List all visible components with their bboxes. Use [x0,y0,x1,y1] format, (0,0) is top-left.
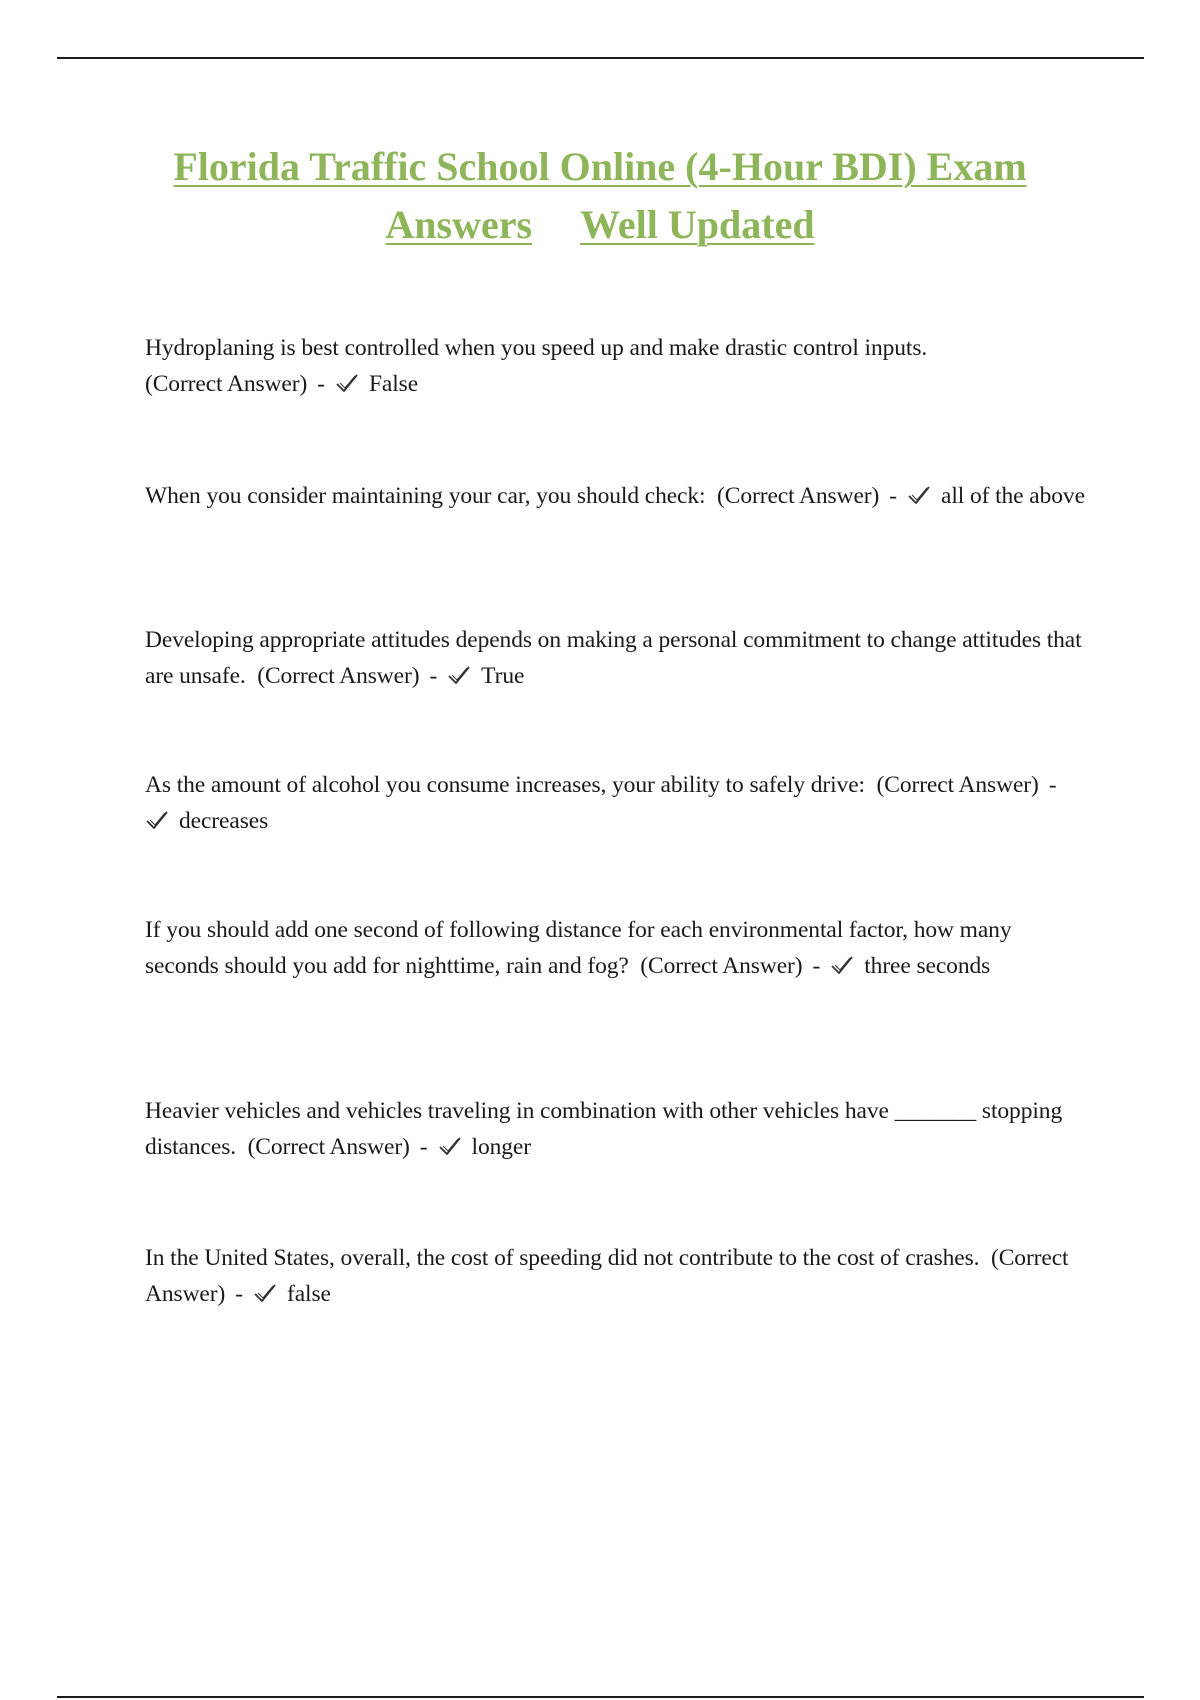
qa-item-3 [145,622,1085,694]
qa-item-1 [145,330,1085,402]
correct-answer-label: (Correct Answer) [145,371,308,397]
correct-answer-label: (Correct Answer) [145,1245,1069,1307]
correct-answer-label: (Correct Answer) [257,663,420,689]
answer-dash: - [812,953,821,979]
answer-dash: - [889,483,897,509]
question-text: When you consider maintaining your car, you should check: [145,483,706,509]
answer-dash: - [235,1281,243,1307]
check-mark-icon [145,809,169,831]
answer-dash: - [1048,772,1057,798]
question-text: Hydroplaning is best controlled when you speed up and make drastic control inputs. [145,335,928,361]
answer-text: False [368,371,419,397]
answer-text: decreases [179,808,269,834]
question-text: Heavier vehicles and vehicles traveling in combination with other vehicles have _______ stopping distances. [145,1098,1063,1160]
check-mark-icon [447,664,471,686]
bottom-rule [57,1696,1144,1698]
correct-answer-label: (Correct Answer) [876,772,1039,798]
check-mark-icon [907,484,931,506]
qa-item-4 [145,767,1085,839]
correct-answer-label: (Correct Answer) [247,1134,410,1160]
question-text: In the United States, overall, the cost of speeding did not contribute to the cost of crashes. [145,1245,980,1271]
correct-answer-label: (Correct Answer) [717,483,880,509]
qa-item-7 [145,1240,1085,1312]
title-line-2-part-2: Well Updated [580,202,815,247]
answer-text: True [481,663,525,689]
check-mark-icon [438,1135,462,1157]
answer-dash: - [317,371,325,397]
answer-text: all of the above [940,483,1085,509]
top-rule [57,57,1144,59]
question-text: As the amount of alcohol you consume increases, your ability to safely drive: [145,772,865,798]
answer-text: false [286,1281,331,1307]
answer-text: longer [471,1134,531,1160]
qa-item-6 [145,1093,1085,1165]
answer-text: three seconds [864,953,991,979]
correct-answer-label: (Correct Answer) [640,953,803,979]
document-title [100,138,1100,254]
question-text: If you should add one second of following distance for each environmental factor, how many seconds should you add for nighttime, rain and fog? [145,917,1012,979]
qa-item-5 [145,912,1085,984]
check-mark-icon [335,372,359,394]
title-line-1: Florida Traffic School Online (4-Hour BDI) Exam [173,144,1027,189]
title-line-2-part-1: Answers [385,202,533,247]
question-text: Developing appropriate attitudes depends on making a personal commitment to change attitudes that are unsafe. [145,627,1082,689]
qa-item-2 [145,478,1085,514]
answer-dash: - [419,1134,428,1160]
answer-dash: - [429,663,438,689]
check-mark-icon [253,1282,277,1304]
check-mark-icon [830,954,854,976]
